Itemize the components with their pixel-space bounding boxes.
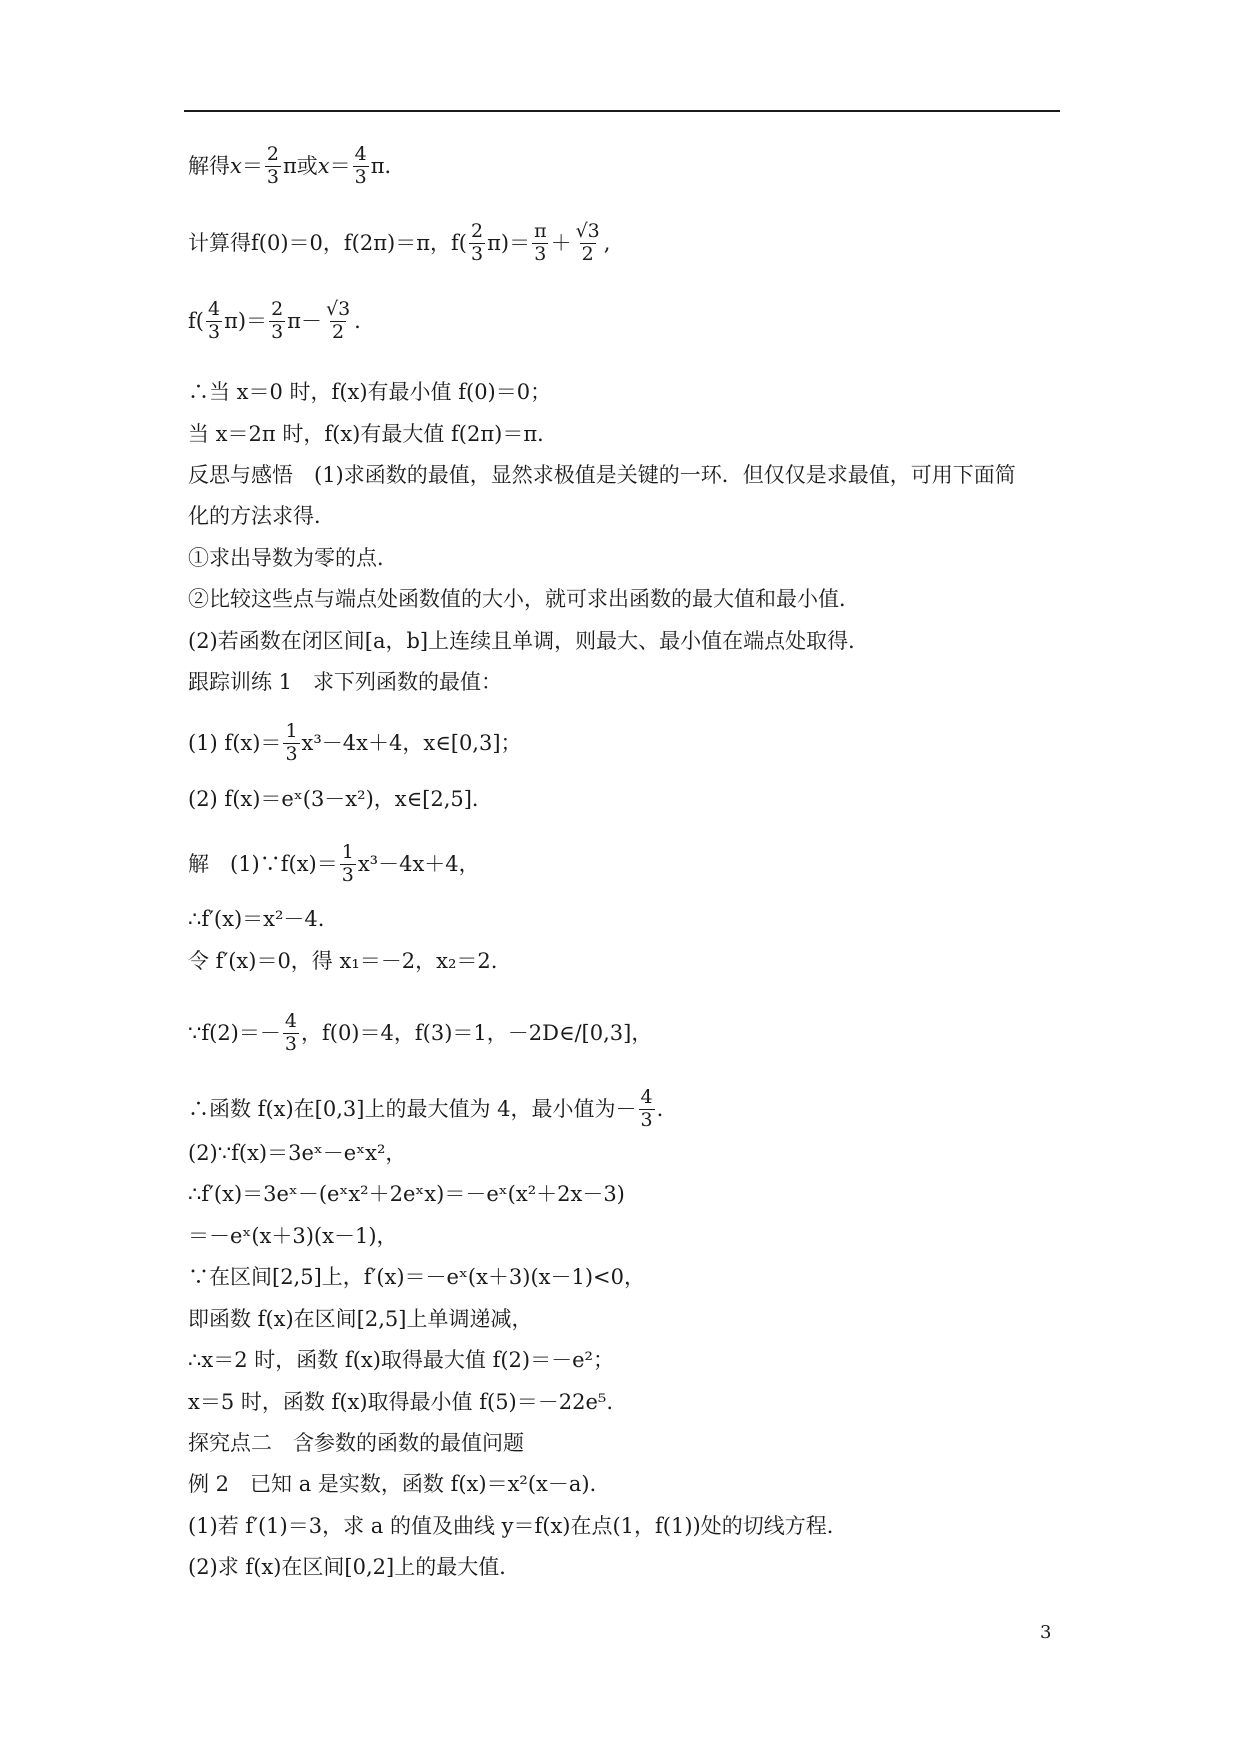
text: ＝: [329, 153, 351, 178]
text: f(: [451, 230, 467, 255]
denominator: 3: [534, 242, 547, 265]
text: (1) f(x)＝: [188, 730, 282, 755]
denominator: 3: [354, 165, 367, 188]
fraction: [340, 843, 356, 886]
numerator: 4: [207, 298, 221, 320]
solution-line-4: ∴当 x＝0 时，f(x)有最小值 f(0)＝0；: [188, 380, 552, 404]
fraction: [269, 300, 285, 343]
text: ＋: [550, 230, 572, 255]
fraction: [265, 145, 281, 188]
solution-line-3: [188, 300, 1061, 343]
text: π)＝: [224, 308, 268, 333]
fraction: [469, 222, 485, 265]
text: 解 (1)∵f(x)＝: [188, 851, 338, 876]
text: 或: [296, 153, 318, 178]
fraction: [324, 300, 352, 343]
answer-line-8: ＝－eˣ(x＋3)(x－1)，: [188, 1224, 398, 1248]
answer-line-10: 即函数 f(x)在区间[2,5]上单调递减，: [188, 1307, 533, 1331]
denominator: 3: [285, 742, 298, 765]
answer-line-11: ∴x＝2 时，函数 f(x)取得最大值 f(2)＝－e²；: [188, 1348, 614, 1372]
numerator: 4: [284, 1010, 297, 1032]
fraction: [639, 1088, 655, 1131]
text: π: [282, 153, 297, 178]
reflection-line-2: 化的方法求得．: [188, 504, 335, 528]
page-number: 3: [1040, 1622, 1052, 1643]
exercise-item-1: [188, 722, 1061, 765]
reflection-step-2: ②比较这些点与端点处函数值的大小，就可求出函数的最大值和最小值．: [188, 587, 860, 611]
denominator: 3: [266, 165, 279, 188]
text: x³－4x＋4，: [357, 851, 480, 876]
example-2-part-2: (2)求 f(x)在区间[0,2]上的最大值．: [188, 1555, 521, 1579]
example-2-statement: 例 2 已知 a 是实数，函数 f(x)＝x²(x－a)．: [188, 1472, 611, 1496]
exercise-heading: 跟踪训练 1 求下列函数的最值：: [188, 670, 503, 694]
text: ∵f(2)＝－: [188, 1020, 281, 1045]
text: f(0)＝0，: [251, 230, 344, 255]
reflection-point-2: (2)若函数在闭区间[a，b]上连续且单调，则最大、最小值在端点处取得．: [188, 629, 870, 653]
numerator: 1: [285, 720, 298, 742]
text: ,: [603, 230, 611, 255]
text: ＝: [241, 153, 263, 178]
answer-line-12: x＝5 时，函数 f(x)取得最小值 f(5)＝－22e⁵.: [188, 1390, 613, 1414]
fraction: [206, 300, 222, 343]
answer-line-2: ∴f′(x)＝x²－4.: [188, 907, 325, 931]
answer-line-3: 令 f′(x)＝0，得 x₁＝－2，x₂＝2.: [188, 949, 498, 973]
answer-line-7: ∴f′(x)＝3eˣ－(eˣx²＋2eˣx)＝－eˣ(x²＋2x－3): [188, 1182, 625, 1206]
denominator: 3: [341, 863, 354, 886]
reflection-heading: 反思与感悟 (1)求函数的最值，显然求极值是关键的一环．但仅仅是求最值，可用下面简: [188, 463, 1016, 487]
solution-line-1: [188, 145, 1061, 188]
denominator: 2: [332, 320, 345, 343]
fraction: [283, 1012, 299, 1055]
denominator: 3: [470, 242, 484, 265]
reflection-step-1: ①求出导数为零的点．: [188, 546, 398, 570]
text: 计算得: [188, 230, 251, 255]
answer-line-1: [188, 843, 1061, 886]
example-2-part-1: (1)若 f′(1)＝3，求 a 的值及曲线 y＝f(x)在点(1，f(1))处的切线方程．: [188, 1514, 848, 1538]
numerator: 2: [266, 143, 279, 165]
variable: x: [317, 153, 330, 178]
answer-line-6: (2)∵f(x)＝3eˣ－eˣx²，: [188, 1141, 407, 1165]
denominator: 3: [284, 1032, 297, 1055]
section-heading: 探究点二 含参数的函数的最值问题: [188, 1431, 524, 1455]
text: ，f(0)＝4，f(3)＝1，－2D∈/[0,3]，: [300, 1020, 653, 1045]
solution-line-5: 当 x＝2π 时，f(x)有最大值 f(2π)＝π．: [188, 422, 559, 446]
fraction: [532, 222, 549, 265]
answer-line-4: [188, 1012, 1061, 1055]
fraction: [574, 222, 602, 265]
text: π)＝: [487, 230, 531, 255]
text: f(2π)＝π，: [343, 230, 452, 255]
text: π．: [370, 153, 406, 178]
fraction: [353, 145, 369, 188]
text: 解得: [188, 153, 230, 178]
variable: x: [230, 153, 242, 178]
header-rule: [184, 110, 1060, 112]
denominator: 3: [271, 320, 284, 343]
answer-line-5: [188, 1088, 1061, 1131]
denominator: 2: [581, 242, 594, 265]
numerator: √3: [325, 298, 351, 320]
text: f(: [188, 308, 204, 333]
text: π－: [287, 308, 322, 333]
fraction: [283, 722, 299, 765]
numerator: 2: [470, 220, 484, 242]
numerator: 4: [354, 143, 367, 165]
numerator: √3: [575, 220, 600, 242]
text: .: [354, 308, 361, 333]
exercise-item-2: (2) f(x)＝eˣ(3－x²)，x∈[2,5]．: [188, 787, 493, 811]
text: .: [656, 1096, 664, 1121]
numerator: π: [534, 220, 547, 242]
text: ∴函数 f(x)在[0,3]上的最大值为 4，最小值为－: [188, 1096, 637, 1121]
text: x³－4x＋4，x∈[0,3]；: [301, 730, 522, 755]
solution-line-2: [188, 222, 1061, 265]
numerator: 4: [640, 1086, 653, 1108]
answer-line-9: ∵在区间[2,5]上，f′(x)＝－eˣ(x＋3)(x－1)<0，: [188, 1265, 646, 1289]
denominator: 3: [640, 1108, 653, 1131]
numerator: 2: [271, 298, 284, 320]
denominator: 3: [207, 320, 221, 343]
numerator: 1: [341, 841, 354, 863]
